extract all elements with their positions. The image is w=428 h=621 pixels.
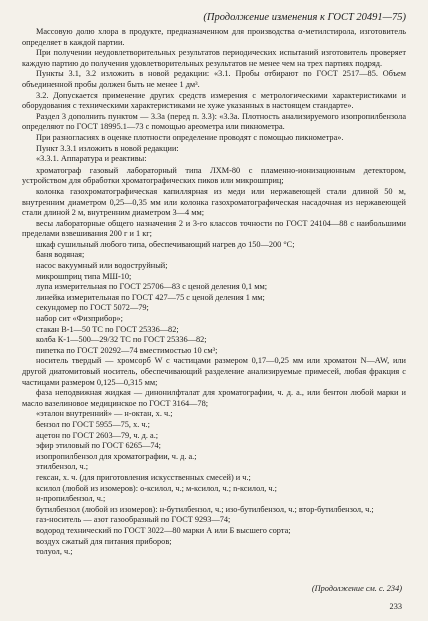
- list-item: микрошприц типа МШ-10;: [36, 271, 132, 281]
- list-item: «эталон внутренний» — н-октан, х. ч.;: [36, 409, 173, 419]
- list-item: хроматограф газовый лабораторный типа ЛХМ-80 с пламенно-ионизационным детектором, устройством для обработки хроматографических пиков или микрошприц;: [22, 165, 406, 186]
- list-item: набор сит «Физприбор»;: [36, 314, 123, 324]
- list-item: секундомер по ГОСТ 5072—79;: [36, 303, 149, 313]
- equipment-list: [22, 166, 406, 558]
- list-item: колба К-1—500—29/32 ТС по ГОСТ 25336—82;: [36, 335, 207, 345]
- list-item: бензол по ГОСТ 5955—75, х. ч.;: [36, 419, 150, 429]
- page-number: 233: [389, 602, 402, 611]
- list-item: линейка измерительная по ГОСТ 427—75 с ценой деления 1 мм;: [36, 292, 265, 302]
- list-item: весы лабораторные общего назначения 2 и 3-го классов точности по ГОСТ 24104—88 с наибольшими пределами взвешивания 200 г и 1 кг;: [22, 218, 406, 239]
- list-item: колонка газохроматографическая капиллярная из меди или нержавеющей стали длиной 50 м, внутренним диаметром 0,25—0,35 мм или колонка газохроматографическая насадочная из нержавеющей стали длиной 2 м, внутренним диаметром 3—4 мм;: [22, 186, 406, 218]
- list-item: эфир этиловый по ГОСТ 6265—74;: [36, 441, 161, 451]
- list-item: ксилол (любой из изомеров): о-ксилол, ч.; м-ксилол, ч.; n-ксилол, ч.;: [36, 483, 277, 493]
- list-item: пипетка по ГОСТ 20292—74 вместимостью 10 см³;: [36, 345, 218, 355]
- list-item: насос вакуумный или водоструйный;: [36, 261, 168, 271]
- list-item: ацетон по ГОСТ 2603—79, ч. д. а.;: [36, 430, 159, 440]
- list-item: бутилбензол (любой из изомеров): н-бутилбензол, ч.; изо-бутилбензол, ч.; втор-бутилбензол, ч.;: [36, 504, 374, 514]
- list-item: н-пропилбензол, ч.;: [36, 494, 106, 504]
- list-item: шкаф сушильный любого типа, обеспечивающий нагрев до 150—200 °С;: [36, 239, 295, 249]
- paragraph-7: Пункт 3.3.1 изложить в новой редакции:: [36, 143, 179, 153]
- list-item: газ-носитель — азот газообразный по ГОСТ 9293—74;: [36, 515, 231, 525]
- list-item: этилбензол, ч.;: [36, 462, 89, 472]
- paragraph-4: 3.2. Допускается применение других средств измерения с метрологическими характеристиками и оборудования с техническими характеристиками не хуже указанных в настоящем стандарте».: [22, 90, 406, 111]
- paragraph-6: При разногласиях в оценке плотности определение проводят с помощью пикнометра».: [36, 132, 344, 142]
- list-item: стакан В-1—50 ТС по ГОСТ 25336—82;: [36, 324, 179, 334]
- paragraph-3: Пункты 3.1, 3.2 изложить в новой редакции: «3.1. Пробы отбирают по ГОСТ 2517—85. Объем объединенной пробы должен быть не менее 1 дм³.: [22, 69, 406, 89]
- list-item: лупа измерительная по ГОСТ 25706—83 с ценой деления 0,1 мм;: [36, 282, 268, 292]
- list-item: фаза неподвижная жидкая — динонилфталат для хроматографии, ч. д. а., или бентон любой марки и масло вазелиновое медицинское по ГОСТ 3164—78;: [22, 388, 406, 408]
- paragraph-8: «3.3.1. Аппаратура и реактивы:: [36, 154, 147, 164]
- running-header: (Продолжение изменения к ГОСТ 20491—75): [203, 12, 406, 23]
- continuation-note: (Продолжение см. с. 234): [311, 584, 402, 593]
- list-item: носитель твердый — хромсорб W с частицами размером 0,17—0,25 мм или хроматон N—AW, или другой диатомитовый носитель, обеспечивающий разделение анализируемые примесей, любая фракция с частицами размером 0,125—0,315 мм;: [22, 356, 406, 387]
- paragraph-2: При получении неудовлетворительных результатов периодических испытаний изготовитель проверяет каждую партию до получения удовлетворительных результатов не менее чем на трех партиях подряд.: [22, 48, 406, 68]
- list-item: изопропилбензол для хроматографии, ч. д. а.;: [36, 451, 197, 461]
- list-item: толуол, ч.;: [36, 547, 73, 557]
- paragraph-1: Массовую долю хлора в продукте, предназначенном для производства α-метилстирола, изготовитель определяет в каждой партии.: [22, 27, 406, 47]
- list-item: воздух сжатый для питания приборов;: [36, 536, 172, 546]
- paragraph-5: Раздел 3 дополнить пунктом — 3.3а (перед п. 3.3): «3.3а. Плотность анализируемого изопропилбензола определяют по ГОСТ 18995.1—73 с помощью ареометра или пикнометра.: [22, 111, 406, 132]
- list-item: баня водяная;: [36, 250, 85, 260]
- list-item: водород технический по ГОСТ 3022—80 марки А или Б высшего сорта;: [36, 525, 291, 535]
- list-item: гексан, х. ч. (для приготовления искусственных смесей) и ч.;: [36, 472, 251, 482]
